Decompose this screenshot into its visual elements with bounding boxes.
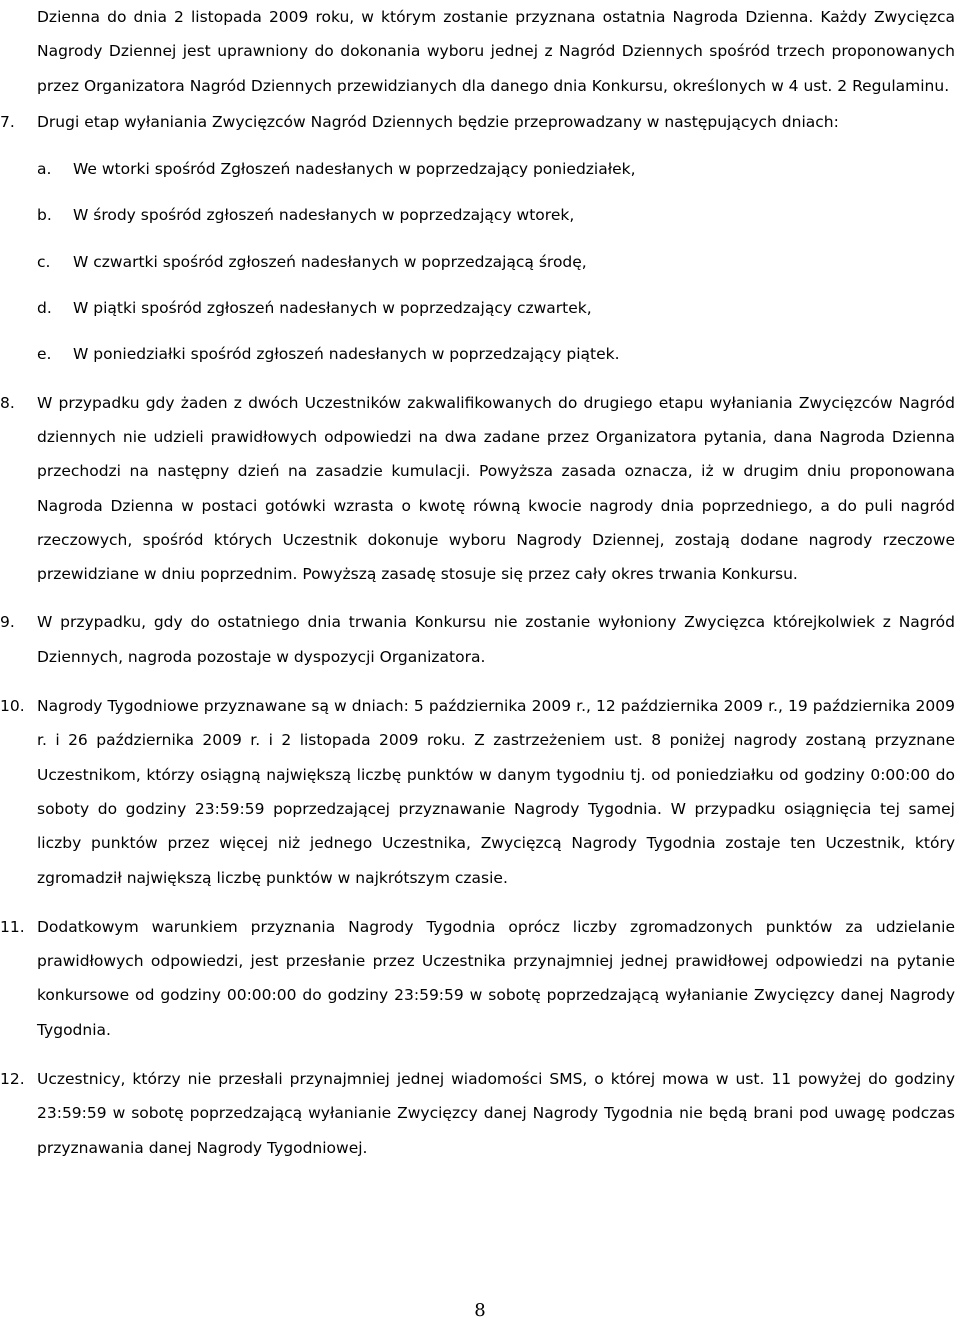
item-text: Dodatkowym warunkiem przyznania Nagrody Tygodnia oprócz liczby zgromadzonych punktów za udzielanie prawidłowych odpowiedzi, jest przesłanie przez Uczestnika przynajmniej jednej prawidłowej odpowiedzi na pytanie konkursowe od godziny 00:00:00 do godziny 23:59:59 w sobotę poprzedzającą wyłanianie Zwycięzcy danej Nagrody Tygodnia. [37,917,955,1039]
item-number: 12. [0,1070,25,1089]
item-number: 9. [0,613,15,632]
item-number: 10. [0,697,25,716]
sub-item-text: W środy spośród zgłoszeń nadesłanych w poprzedzający wtorek, [73,206,575,225]
sub-item-letter: c. [37,252,51,271]
sub-item-letter: a. [37,160,52,179]
page-number: 8 [474,1300,486,1321]
intro-paragraph: Dzienna do dnia 2 listopada 2009 roku, w którym zostanie przyznana ostatnia Nagroda Dzienna. Każdy Zwycięzca Nagrody Dziennej jest uprawniony do dokonania wyboru jednej z Nagród Dziennych spośród trzech proponowanych przez Organizatora Nagród Dziennych przewidzianych dla danego dnia Konkursu, określonych w 4 ust. 2 Regulaminu. [37,8,955,95]
item-number: 11. [0,917,25,936]
item-text: W przypadku gdy żaden z dwóch Uczestników zakwalifikowanych do drugiego etapu wyłaniania Zwycięzców Nagród dziennych nie udzieli prawidłowych odpowiedzi na dwa zadane przez Organizatora pytania, dana Nagroda Dzienna przechodzi na następny dzień na zasadzie kumulacji. Powyższa zasada oznacza, iż w drugim dniu proponowana Nagroda Dzienna w postaci gotówki wzrasta o kwotę równą kwocie nagrody dnia poprzedniego, a do puli nagród rzeczowych, spośród których Uczestnik dokonuje wyboru Nagrody Dziennej, zostają dodane nagrody rzeczowe przewidziane w dniu poprzednim. Powyższą zasadę stosuje się przez cały okres trwania Konkursu. [37,393,955,584]
sub-item-text: We wtorki spośród Zgłoszeń nadesłanych w poprzedzający poniedziałek, [73,160,636,179]
section-item-11 [0,910,955,1047]
section-item-10 [0,689,955,895]
sub-item-d [37,291,955,325]
sub-list [37,152,955,371]
section-item-12 [0,1062,955,1165]
item-text: Nagrody Tygodniowe przyznawane są w dniach: 5 października 2009 r., 12 października 2009 r., 19 października 2009 r. i 26 października 2009 r. i 2 listopada 2009 roku. Z zastrzeżeniem ust. 8 poniżej nagrody zostaną przyznane Uczestnikom, którzy osiągną największą liczbę punktów w danym tygodniu tj. od poniedziałku od godziny 0:00:00 do soboty do godziny 23:59:59 poprzedzającej przyznawanie Nagrody Tygodnia. W przypadku osiągnięcia tej samej liczby punktów przez więcej niż jednego Uczestnika, Zwycięzcą Nagrody Tygodnia zostaje ten Uczestnik, który zgromadził największą liczbę punktów w najkrótszym czasie. [37,697,955,887]
sub-item-c [37,245,955,279]
item-number: 7. [0,112,15,131]
sub-item-e [37,337,955,371]
sub-item-text: W poniedziałki spośród zgłoszeń nadesłanych w poprzedzający piątek. [73,345,620,364]
section-item-7 [0,105,955,372]
item-text: Uczestnicy, którzy nie przesłali przynajmniej jednej wiadomości SMS, o której mowa w ust. 11 powyżej do godziny 23:59:59 w sobotę poprzedzającą wyłanianie Zwycięzcy danej Nagrody Tygodnia nie będą brani pod uwagę podczas przyznawania danej Nagrody Tygodniowej. [37,1070,955,1157]
item-text: Drugi etap wyłaniania Zwycięzców Nagród Dziennych będzie przeprowadzany w następujących dniach: [37,112,839,131]
sub-item-a [37,152,955,186]
sub-item-letter: d. [37,299,52,318]
sub-item-letter: b. [37,206,52,225]
sub-item-text: W czwartki spośród zgłoszeń nadesłanych w poprzedzającą środę, [73,252,587,271]
sub-item-b [37,198,955,232]
sub-item-text: W piątki spośród zgłoszeń nadesłanych w poprzedzający czwartek, [73,299,592,318]
section-item-8 [0,386,955,592]
section-item-9 [0,605,955,674]
item-number: 8. [0,393,15,412]
sub-item-letter: e. [37,345,52,364]
item-text: W przypadku, gdy do ostatniego dnia trwania Konkursu nie zostanie wyłoniony Zwycięzca którejkolwiek z Nagród Dziennych, nagroda pozostaje w dyspozycji Organizatora. [37,613,955,666]
